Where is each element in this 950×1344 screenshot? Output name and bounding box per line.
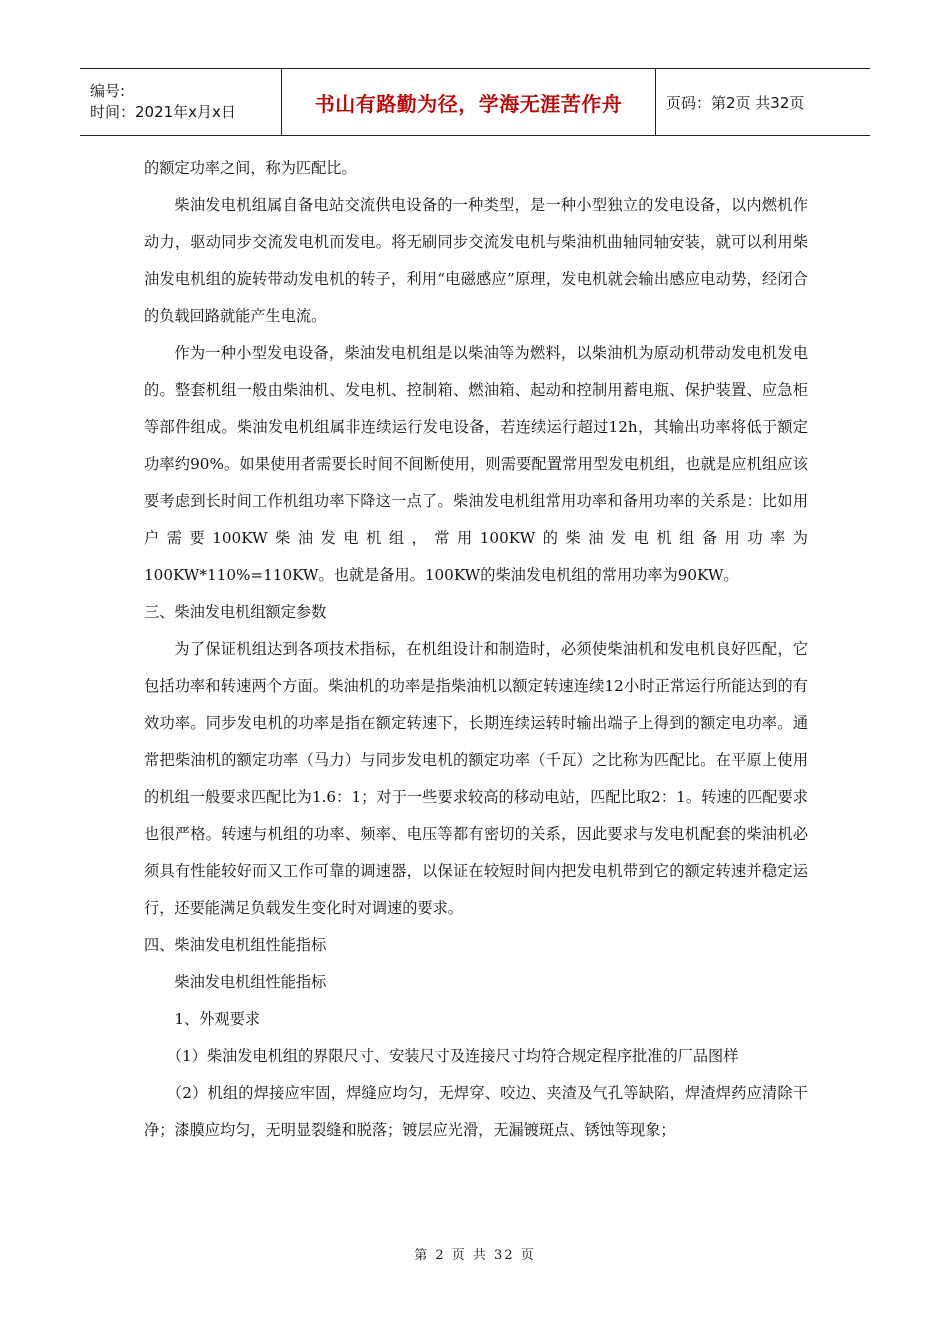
section-heading: 三、柴油发电机组额定参数 bbox=[144, 603, 327, 621]
number-label: 编号: bbox=[90, 82, 126, 100]
list-item: （1）柴油发电机组的界限尺寸、安装尺寸及连接尺寸均符合规定程序批准的厂品图样 bbox=[166, 1047, 739, 1065]
paragraph: 作为一种小型发电设备，柴油发电机组是以柴油等为燃料，以柴油机为原动机带动发电机发电的。整套机组一般由柴油机、发电机、控制箱、燃油箱、起动和控制用蓄电瓶、保护装置、应急柜等部件组成。柴油发电机组属非连续运行发电设备，若连续运行超过12h，其输出功率将低于额定功率约90%。如果使用者需要长时间不间断使用，则需要配置常用型发电机组，也就是应机组应该要考虑到长时间工作机组功率下降这一点了。柴油发电机组常用功率和备用功率的关系是：比如用户需要100KW柴油发电机组，常用100KW的柴油发电机组备用功率为100KW*110%=110KW。也就是备用。100KW的柴油发电机组的常用功率为90KW。 bbox=[144, 344, 808, 584]
sub-heading: 1、外观要求 bbox=[174, 1010, 260, 1028]
time-label: 时间：2021年x月x日 bbox=[90, 103, 236, 121]
paragraph: 为了保证机组达到各项技术指标，在机组设计和制造时，必须使柴油机和发电机良好匹配，它包括功率和转速两个方面。柴油机的功率是指柴油机以额定转速连续12小时正常运行所能达到的有效功率。同步发电机的功率是指在额定转速下，长期连续运转时输出端子上得到的额定电功率。通常把柴油机的额定功率（马力）与同步发电机的额定功率（千瓦）之比称为匹配比。在平原上使用的机组一般要求匹配比为1.6：1；对于一些要求较高的移动电站，匹配比取2：1。转速的匹配要求也很严格。转速与机组的功率、频率、电压等都有密切的关系，因此要求与发电机配套的柴油机必须具有性能较好而又工作可靠的调速器，以保证在较短时间内把发电机带到它的额定转速并稳定运行，还要能满足负载发生变化时对调速的要求。 bbox=[144, 640, 808, 917]
section-heading: 四、柴油发电机组性能指标 bbox=[144, 936, 327, 954]
page-footer: 第 2 页 共 32 页 bbox=[414, 1248, 536, 1263]
list-item: （2）机组的焊接应牢固，焊缝应均匀，无焊穿、咬边、夹渣及气孔等缺陷，焊渣焊药应清除干净；漆膜应均匀，无明显裂缝和脱落；镀层应光滑，无漏镀斑点、锈蚀等现象； bbox=[144, 1084, 808, 1139]
header-page-info bbox=[656, 69, 870, 135]
header-motto-cell bbox=[282, 69, 656, 135]
page-info: 页码：第2页 共32页 bbox=[666, 93, 805, 112]
motto: 书山有路勤为径，学海无涯苦作舟 bbox=[314, 91, 623, 116]
page-header bbox=[80, 68, 870, 136]
paragraph-continuation: 的额定功率之间，称为匹配比。 bbox=[144, 159, 357, 177]
paragraph: 柴油发电机组属自备电站交流供电设备的一种类型，是一种小型独立的发电设备，以内燃机作动力，驱动同步交流发电机而发电。将无刷同步交流发电机与柴油机曲轴同轴安装，就可以利用柴油发电机组的旋转带动发电机的转子，利用“电磁感应”原理，发电机就会输出感应电动势，经闭合的负载回路就能产生电流。 bbox=[144, 196, 808, 325]
header-meta bbox=[80, 69, 282, 135]
sub-heading: 柴油发电机组性能指标 bbox=[174, 973, 327, 991]
document-body bbox=[144, 150, 808, 1149]
